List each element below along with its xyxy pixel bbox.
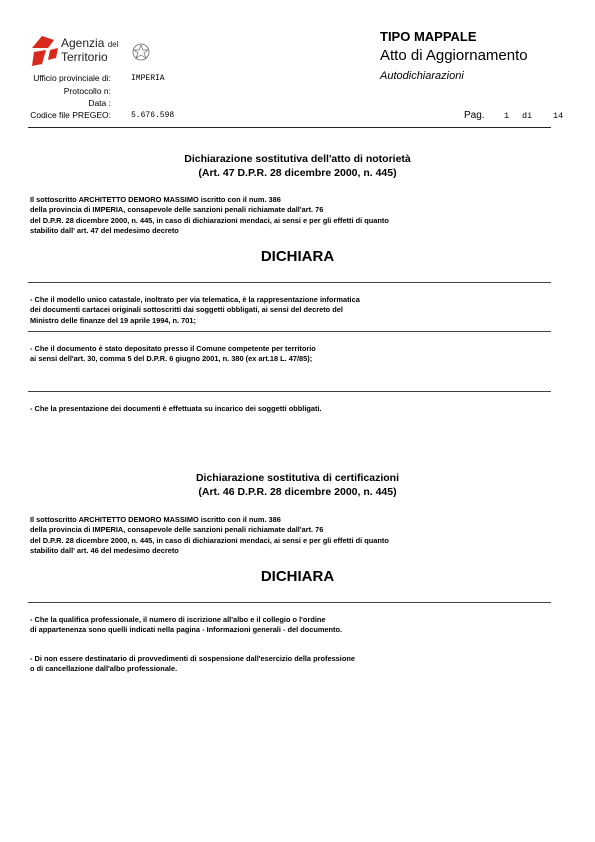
section2-title-line2: (Art. 46 D.P.R. 28 dicembre 2000, n. 445) bbox=[198, 486, 397, 498]
section2-divider bbox=[28, 602, 551, 603]
ufficio-label: Ufficio provinciale di: bbox=[33, 73, 111, 83]
logo-line2: Territorio bbox=[61, 50, 108, 64]
section1-divider bbox=[28, 282, 551, 283]
item-line: ai sensi dell'art. 30, comma 5 del D.P.R. 6 giugno 2001, n. 380 (ex art.18 L. 47/85); bbox=[30, 354, 313, 364]
doc-subtitle: Atto di Aggiornamento bbox=[380, 47, 528, 64]
section2-para-line: del D.P.R. 28 dicembre 2000, n. 445, in caso di dichiarazioni mendaci, ai sensi e per gli effetti di quanto bbox=[30, 535, 389, 545]
header-divider bbox=[28, 127, 551, 128]
section2-declare-heading: DICHIARA bbox=[260, 568, 335, 585]
section2-para-line: Il sottoscritto ARCHITETTO DEMORO MASSIMO iscritto con il num. 386 bbox=[30, 515, 281, 524]
section1-para-line: stabilito dall' art. 47 del medesimo decreto bbox=[30, 226, 179, 236]
page-of: di bbox=[522, 111, 533, 121]
item-line: di appartenenza sono quelli indicati nella pagina - Informazioni generali - del documento. bbox=[30, 625, 343, 635]
data-label: Data : bbox=[88, 98, 111, 108]
page-current: 1 bbox=[504, 111, 510, 121]
section2-title-line1: Dichiarazione sostitutiva di certificazioni bbox=[195, 472, 400, 484]
section1-para-line: Il sottoscritto ARCHITETTO DEMORO MASSIMO iscritto con il num. 386 bbox=[30, 195, 281, 204]
item-line: dei documenti cartacei originali sottoscritti dai soggetti obbligati, ai sensi del decreto del bbox=[30, 305, 343, 315]
item-line: - Che il documento è stato depositato presso il Comune competente per territorio bbox=[30, 344, 316, 353]
item-line: Ministro delle finanze del 19 aprile 1994, n. 701; bbox=[30, 315, 196, 325]
section2-item-2 bbox=[30, 654, 500, 675]
section1-title-line1: Dichiarazione sostitutiva dell'atto di notorietà bbox=[184, 153, 411, 165]
section1-divider bbox=[28, 391, 551, 392]
section2-paragraph bbox=[30, 515, 480, 557]
item-line: - Di non essere destinatario di provvedimenti di sospensione dall'esercizio della professione bbox=[30, 654, 355, 663]
doc-note: Autodichiarazioni bbox=[380, 70, 464, 82]
item-line: - Che la presentazione dei documenti è effettuata su incarico dei soggetti obbligati. bbox=[30, 404, 322, 413]
section1-para-line: del D.P.R. 28 dicembre 2000, n. 445, in caso di dichiarazioni mendaci, ai sensi e per gli effetti di quanto bbox=[30, 215, 389, 225]
republic-emblem-icon bbox=[131, 41, 151, 63]
section2-title bbox=[0, 471, 595, 499]
section2-para-line: stabilito dall' art. 46 del medesimo decreto bbox=[30, 546, 179, 556]
section1-title-line2: (Art. 47 D.P.R. 28 dicembre 2000, n. 445) bbox=[198, 167, 397, 179]
logo-line1: Agenzia bbox=[61, 36, 105, 50]
section1-para-line: della provincia di IMPERIA, consapevole delle sanzioni penali richiamate dall'art. 76 bbox=[30, 205, 324, 215]
doc-type-title: TIPO MAPPALE bbox=[380, 29, 477, 44]
logo-line1-small: del bbox=[107, 40, 119, 49]
section1-divider bbox=[28, 331, 551, 332]
logo-red-mark-icon bbox=[32, 36, 58, 66]
section1-item-1 bbox=[30, 295, 500, 326]
codice-value: 5.676.598 bbox=[131, 111, 175, 120]
item-line: - Che la qualifica professionale, il numero di iscrizione all'albo e il collegio o l'ordine bbox=[30, 615, 326, 624]
codice-label: Codice file PREGEO: bbox=[30, 110, 111, 120]
page-total: 14 bbox=[553, 111, 564, 121]
item-line: o di cancellazione dall'albo professionale. bbox=[30, 664, 178, 674]
logo-text bbox=[61, 37, 118, 64]
section1-title bbox=[0, 152, 595, 180]
section1-item-3 bbox=[30, 404, 500, 414]
ufficio-value: IMPERIA bbox=[131, 74, 165, 83]
protocollo-label: Protocollo n: bbox=[63, 86, 111, 96]
section2-item-1 bbox=[30, 615, 500, 636]
section2-para-line: della provincia di IMPERIA, consapevole delle sanzioni penali richiamate dall'art. 76 bbox=[30, 525, 324, 535]
page-label: Pag. bbox=[464, 110, 485, 121]
section1-item-2 bbox=[30, 344, 500, 365]
section1-paragraph bbox=[30, 195, 480, 237]
item-line: - Che il modello unico catastale, inoltrato per via telematica, è la rappresentazione informatica bbox=[30, 295, 360, 304]
section1-declare-heading: DICHIARA bbox=[260, 248, 335, 265]
